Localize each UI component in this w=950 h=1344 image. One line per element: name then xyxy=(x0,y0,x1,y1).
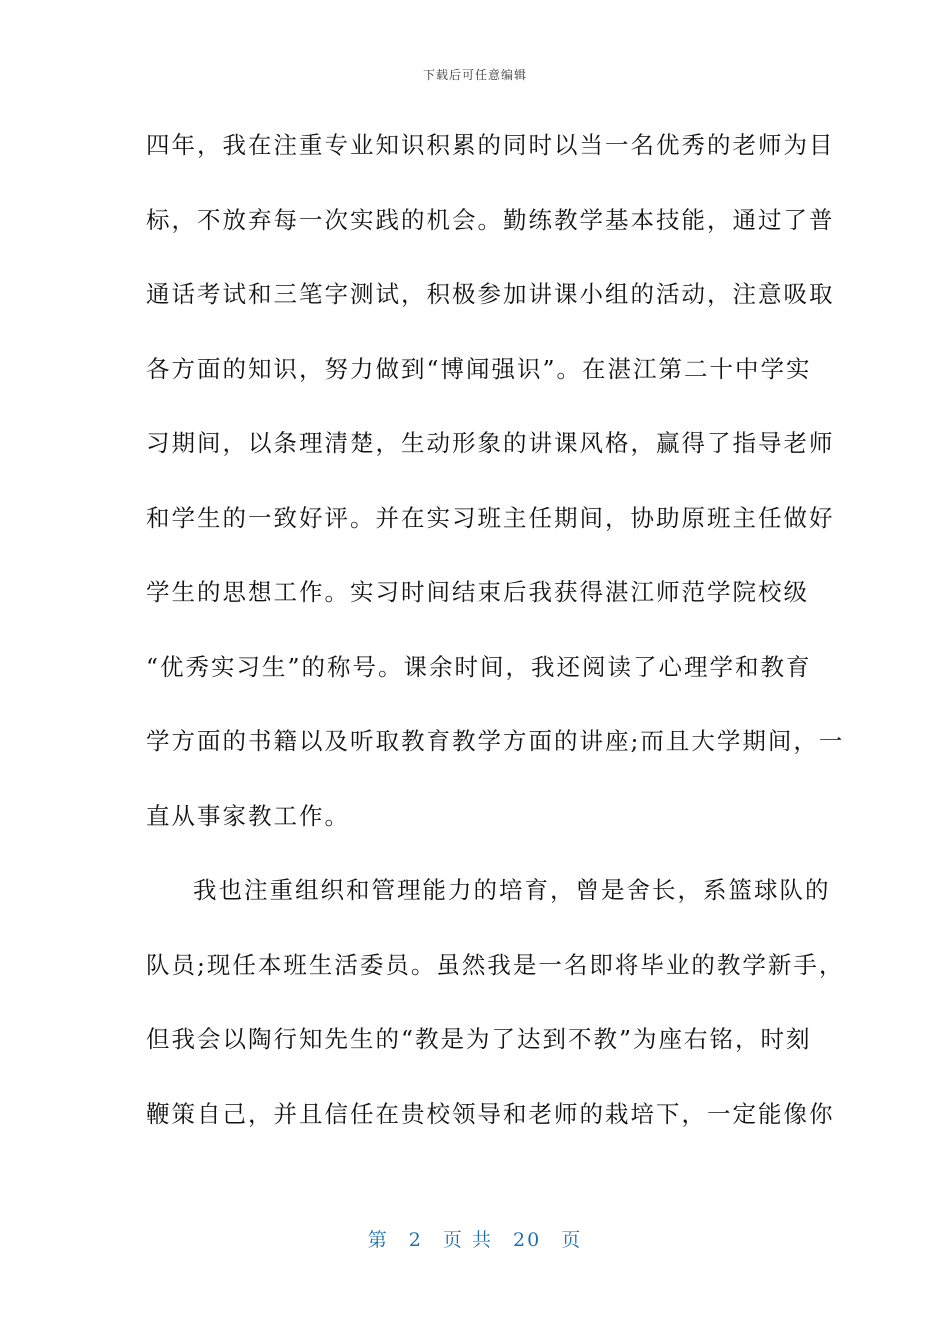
text-line: 和学生的一致好评。并在实习班主任期间，协助原班主任做好 xyxy=(146,503,835,532)
text-line: 各方面的知识，努力做到“博闻强识”。在湛江第二十中学实 xyxy=(146,354,812,383)
footer-middle: 页 共 xyxy=(442,1229,493,1251)
current-page-number: 2 xyxy=(408,1229,423,1251)
text-line: 直从事家教工作。 xyxy=(146,801,350,830)
text-line: 队员;现任本班生活委员。虽然我是一名即将毕业的教学新手， xyxy=(146,950,845,979)
text-line: 鞭策自己，并且信任在贵校领导和老师的栽培下，一定能像你 xyxy=(146,1099,835,1128)
text-line: 通话考试和三笔字测试，积极参加讲课小组的活动，注意吸取 xyxy=(146,280,835,308)
page-footer xyxy=(0,1225,950,1252)
text-line: 四年，我在注重专业知识积累的同时以当一名优秀的老师为目 xyxy=(146,131,835,159)
document-body xyxy=(146,121,845,1164)
footer-prefix: 第 xyxy=(367,1229,389,1251)
page-header: 下载后可任意编辑 xyxy=(422,68,527,82)
footer-suffix: 页 xyxy=(561,1229,583,1251)
text-line: 学方面的书籍以及听取教育教学方面的讲座;而且大学期间，一 xyxy=(146,727,845,755)
text-line: 但我会以陶行知先生的“教是为了达到不教”为座右铭，时刻 xyxy=(146,1025,812,1053)
text-line: “优秀实习生”的称号。课余时间，我还阅读了心理学和教育 xyxy=(146,652,812,681)
text-line: 学生的思想工作。实习时间结束后我获得湛江师范学院校级 xyxy=(146,578,809,606)
paragraph-start-line: 我也注重组织和管理能力的培育，曾是舍长，系篮球队的 xyxy=(193,876,831,904)
total-page-count: 20 xyxy=(513,1229,542,1251)
text-line: 习期间，以条理清楚，生动形象的讲课风格，赢得了指导老师 xyxy=(146,429,835,457)
text-line: 标，不放弃每一次实践的机会。勤练教学基本技能，通过了普 xyxy=(146,205,835,234)
